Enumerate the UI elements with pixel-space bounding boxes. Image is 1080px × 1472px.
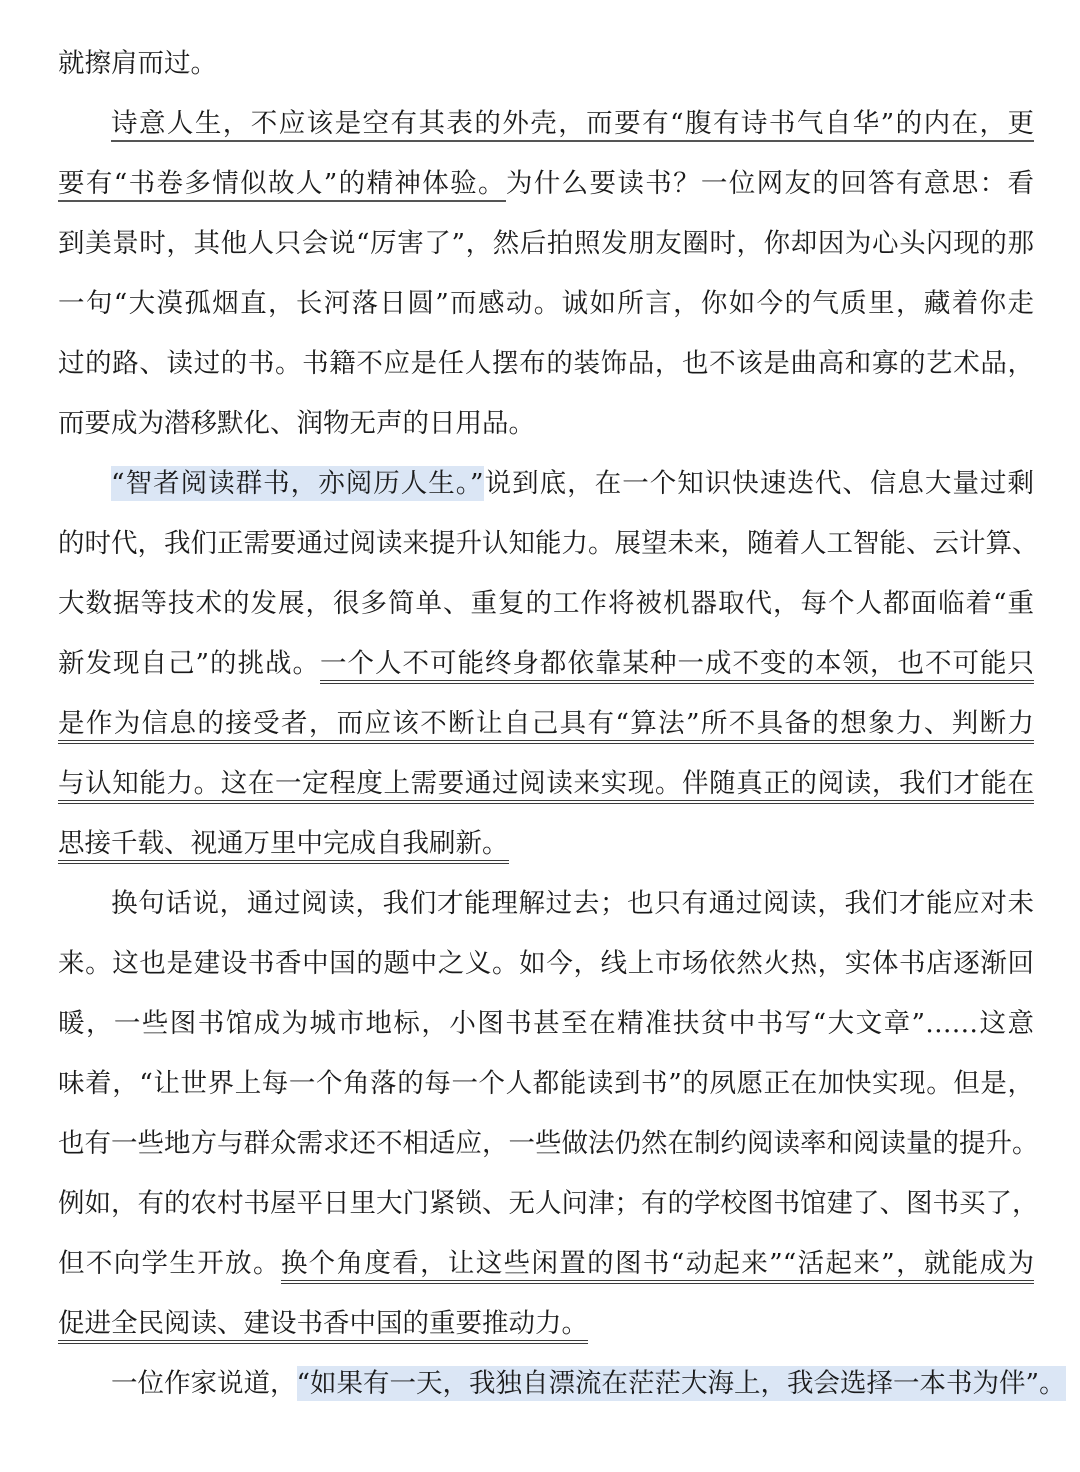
text-line: [58, 1244, 1034, 1284]
text-line: [58, 1064, 1034, 1104]
text-segment: 一位作家说道，: [111, 1368, 297, 1399]
text-line: [58, 704, 1034, 744]
text-line: [58, 524, 1039, 564]
double-underlined-text: 思接千载、视通万里中完成自我刷新。: [58, 828, 509, 864]
underlined-text: 要有“书卷多情似故人”的精神体验。: [58, 168, 506, 202]
text-line: [58, 1364, 1066, 1404]
underlined-text: 诗意人生，不应该是空有其表的外壳，而要有“腹有诗书气自华”的内在，更: [111, 108, 1034, 142]
text-line: [58, 404, 1034, 444]
highlighted-quote: “如果有一天，我独自漂流在茫茫大海上，我会选择一本书为伴”。: [296, 1368, 1066, 1399]
text-segment: 例如，有的农村书屋平日里大门紧锁、无人问津；有的学校图书馆建了、图书买了，: [58, 1188, 1039, 1219]
text-segment: 的时代，我们正需要通过阅读来提升认知能力。展望未来，随着人工智能、云计算、: [58, 528, 1039, 559]
text-line: [58, 224, 1034, 264]
double-underlined-text: 与认知能力。这在一定程度上需要通过阅读来实现。伴随真正的阅读，我们才能在: [58, 768, 1034, 804]
text-segment: 就擦肩而过。: [58, 48, 217, 79]
double-underlined-text: 一个人不可能终身都依靠某种一成不变的本领，也不可能只: [320, 648, 1034, 684]
highlighted-quote: “智者阅读群书，亦阅历人生。”: [111, 468, 484, 499]
text-segment: 来。这也是建设书香中国的题中之义。如今，线上市场依然火热，实体书店逐渐回: [58, 948, 1034, 979]
text-line: [58, 1004, 1034, 1044]
text-segment: 大数据等技术的发展，很多简单、重复的工作将被机器取代，每个人都面临着“重: [58, 588, 1034, 619]
text-segment: 但不向学生开放。: [58, 1248, 281, 1279]
text-segment: 过的路、读过的书。书籍不应是任人摆布的装饰品，也不该是曲高和寡的艺术品，: [58, 348, 1034, 379]
text-line: [58, 1124, 1039, 1164]
text-segment: 也有一些地方与群众需求还不相适应，一些做法仍然在制约阅读率和阅读量的提升。: [58, 1128, 1039, 1159]
text-line: [58, 104, 1034, 144]
text-line: [58, 344, 1034, 384]
text-line: [58, 644, 1034, 684]
double-underlined-text: 换个角度看，让这些闲置的图书“动起来”“活起来”，就能成为: [281, 1248, 1034, 1284]
text-line: [58, 764, 1034, 804]
text-segment: 一句“大漠孤烟直，长河落日圆”而感动。诚如所言，你如今的气质里，藏着你走: [58, 288, 1034, 319]
text-line: [58, 44, 1034, 84]
double-underlined-text: 是作为信息的接受者，而应该不断让自己具有“算法”所不具备的想象力、判断力: [58, 708, 1034, 744]
text-segment: 暖，一些图书馆成为城市地标，小图书甚至在精准扶贫中书写“大文章”……这意: [58, 1008, 1034, 1039]
text-line: [58, 1304, 1034, 1344]
text-segment: 换句话说，通过阅读，我们才能理解过去；也只有通过阅读，我们才能应对未: [111, 888, 1034, 919]
text-line: [58, 824, 1034, 864]
text-line: [58, 164, 1034, 204]
text-segment: 新发现自己”的挑战。: [58, 648, 321, 679]
text-line: [58, 464, 1034, 504]
text-segment: 味着，“让世界上每一个角落的每一个人都能读到书”的夙愿正在加快实现。但是，: [58, 1068, 1034, 1099]
double-underlined-text: 促进全民阅读、建设书香中国的重要推动力。: [58, 1308, 588, 1344]
text-line: [58, 884, 1034, 924]
text-segment: 而要成为潜移默化、润物无声的日用品。: [58, 408, 535, 439]
text-segment: 到美景时，其他人只会说“厉害了”，然后拍照发朋友圈时，你却因为心头闪现的那: [58, 228, 1034, 259]
text-segment: 为什么要读书？一位网友的回答有意思：看: [505, 168, 1034, 199]
text-line: [58, 584, 1034, 624]
text-segment: 说到底，在一个知识快速迭代、信息大量过剩: [483, 468, 1034, 499]
text-line: [58, 1184, 1039, 1224]
text-line: [58, 944, 1034, 984]
text-line: [58, 284, 1034, 324]
